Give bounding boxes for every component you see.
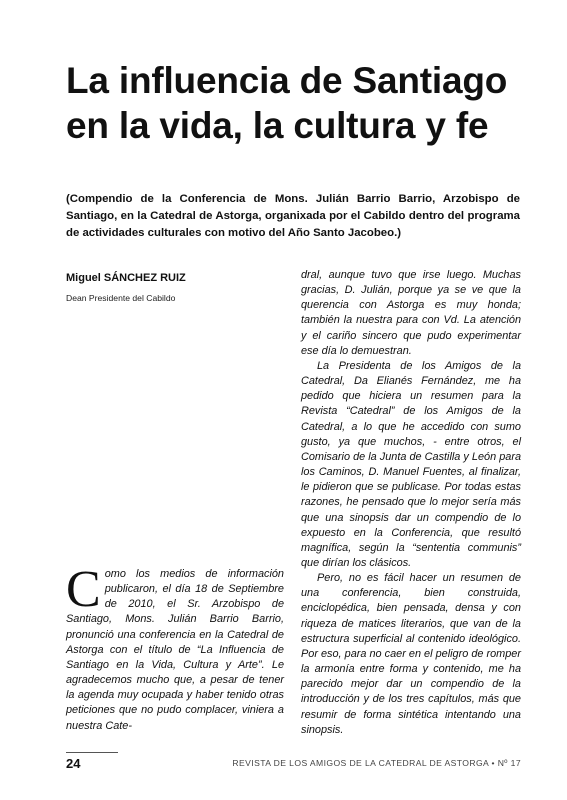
article-subtitle: (Compendio de la Conferencia de Mons. Julián Barrio Barrio, Arzobispo de Santiago, en la Catedral de Astorga, organixada por el Cabildo dentro del programa de actividades culturales con motivo del Año Santo Jacobeo.) [66, 193, 520, 239]
author-role: Dean Presidente del Cabildo [66, 293, 176, 303]
paragraph-2: La Presidenta de los Amigos de la Catedral, Da Elianés Fernández, me ha pedido que hiciera un resumen para la Revista “Catedral” de los Amigos de la Catedral, a lo que he accedido con sumo gusto, ya que muchos, - entre otros, el Comisario de la Junta de Castilla y León para los Caminos, D. Manuel Fuentes, al finalizar, le pidieron que se publicase. Por todas estas razones, he pensado que lo mejor sería más que una sinopsis dar un compendio de lo expuesto en la Conferencia, que resultó magnífica, según la “sententia communis” que dirían los clásicos. [301, 359, 521, 569]
article-title: La influencia de Santiago en la vida, la cultura y fe [66, 60, 508, 146]
paragraph-3: Pero, no es fácil hacer un resumen de una conferencia, bien construida, enciclopédica, bien pensada, densa y con riqueza de matices literarios, que van de la estructura superficial al contenido ideológico. Por eso, para no caer en el peligro de romper la armonía entre forma y contenido, me ha parecido mejor dar un compendio de la introducción y de los tres capítulos, más que resumir de forma sintética intentando una sinopsis. [301, 572, 521, 736]
page-number: 24 [66, 756, 81, 771]
drop-cap: C [66, 561, 101, 618]
paragraph-1-continued: dral, aunque tuvo que irse luego. Muchas gracias, D. Julián, porque ya se ve que la querencia con Astorga es muy honda; también la nuestra para con Vd. La atención y el cariño sincero que pudo experimentar ese día lo demuestran. [301, 269, 521, 357]
author-name: Miguel SÁNCHEZ RUIZ [66, 272, 186, 284]
paragraph-1-text-a: omo los medios de información publicaron, el día 18 de Septiembre de 2010, el Sr. Arzobispo de Santiago, Mons. Julián Barrio Barrio, pronunció una conferencia en la Catedral de Astorga con el título de “La Influencia de Santiago en la Vida, Cultura y Arte”. Le agradecemos mucho que, a pesar de tener la agenda muy ocupada y haber tenido otras peticiones que no pudo complacer, viniera a nuestra Cate- [66, 568, 284, 732]
footer-rule [66, 752, 118, 753]
running-footer: REVISTA DE LOS AMIGOS DE LA CATEDRAL DE ASTORGA • Nº 17 [232, 758, 521, 768]
paragraph-1-start [66, 561, 284, 734]
body-column-right [301, 268, 521, 738]
body-column-left [66, 561, 284, 734]
